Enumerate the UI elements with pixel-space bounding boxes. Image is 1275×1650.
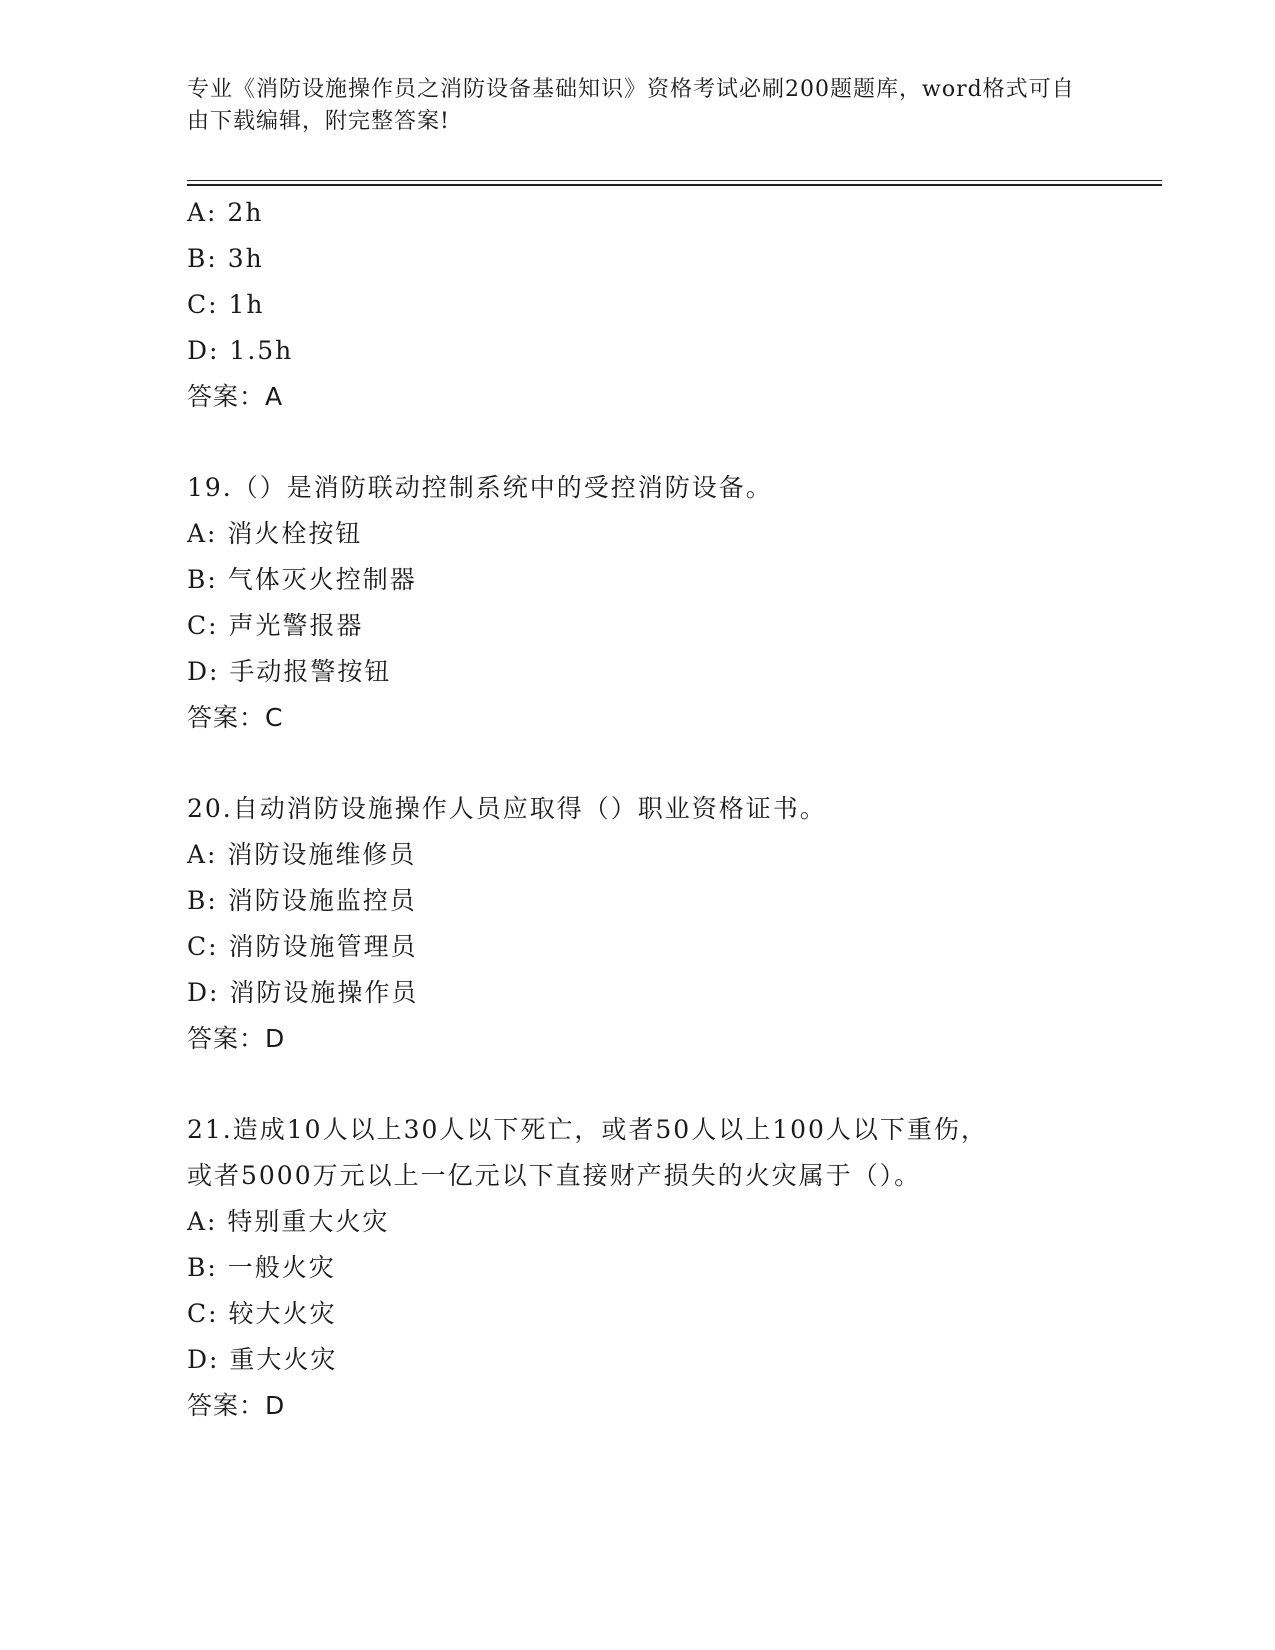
question-block-18 — [187, 190, 1067, 420]
answer-text: 答案：D — [187, 1024, 286, 1053]
option-b: B: 消防设施监控员 — [187, 886, 417, 915]
question-text-line-1: 21.造成10人以上30人以下死亡，或者50人以上100人以下重伤， — [187, 1115, 988, 1144]
option-d: D: 消防设施操作员 — [187, 978, 419, 1007]
option-c: C: 较大火灾 — [187, 1299, 337, 1328]
block-spacer — [187, 741, 1067, 786]
option-b: B: 3h — [187, 244, 264, 273]
question-block-20 — [187, 786, 1067, 1062]
option-b: B: 一般火灾 — [187, 1253, 336, 1282]
answer-text: 答案：C — [187, 703, 284, 732]
option-d: D: 手动报警按钮 — [187, 657, 392, 686]
header-divider-thin — [187, 180, 1162, 181]
option-b: B: 气体灭火控制器 — [187, 565, 417, 594]
option-a: A: 特别重大火灾 — [187, 1207, 390, 1236]
document-header — [187, 74, 1087, 138]
header-intro-text: 专业《消防设施操作员之消防设备基础知识》资格考试必刷200题题库，word格式可自由下载编辑，附完整答案! — [187, 77, 1075, 134]
option-c: C: 消防设施管理员 — [187, 932, 418, 961]
question-list — [187, 190, 1067, 1429]
block-spacer — [187, 420, 1067, 465]
option-a: A: 消防设施维修员 — [187, 840, 417, 869]
answer-text: 答案：D — [187, 1391, 286, 1420]
option-d: D: 重大火灾 — [187, 1345, 338, 1374]
question-block-21 — [187, 1107, 1067, 1429]
option-a: A: 消火栓按钮 — [187, 519, 363, 548]
option-c: C: 声光警报器 — [187, 611, 364, 640]
question-block-19 — [187, 465, 1067, 741]
question-text-line-2: 或者5000万元以上一亿元以下直接财产损失的火灾属于（）。 — [187, 1161, 922, 1190]
block-spacer — [187, 1062, 1067, 1107]
question-text: 19.（）是消防联动控制系统中的受控消防设备。 — [187, 473, 773, 502]
option-a: A: 2h — [187, 198, 264, 227]
question-text: 20.自动消防设施操作人员应取得（）职业资格证书。 — [187, 794, 827, 823]
header-divider-thick — [187, 184, 1162, 186]
option-c: C: 1h — [187, 290, 265, 319]
answer-text: 答案：A — [187, 382, 284, 411]
option-d: D: 1.5h — [187, 336, 294, 365]
